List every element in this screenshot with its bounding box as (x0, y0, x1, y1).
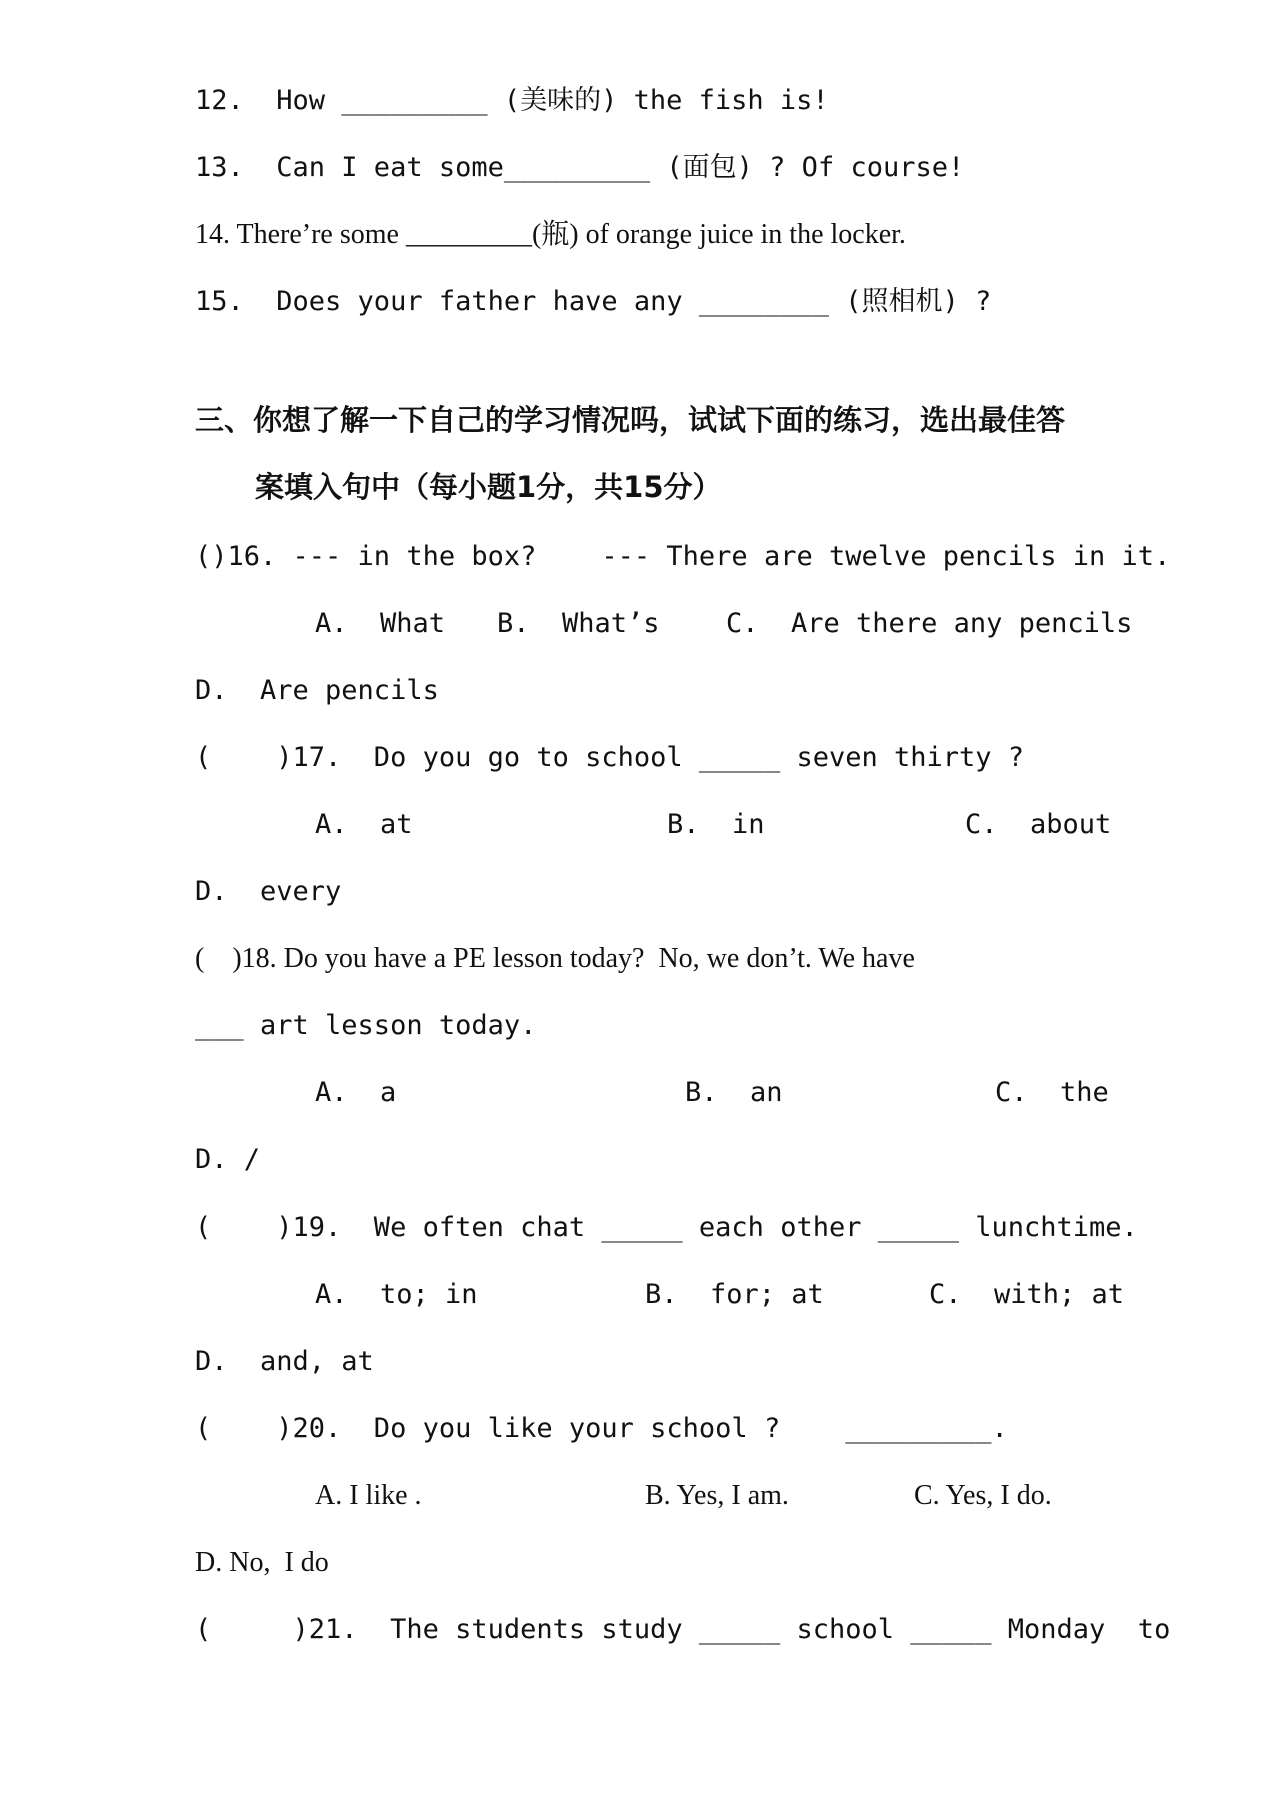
q19-option-b: B. for; at (645, 1279, 824, 1310)
q17-option-b: B. in (667, 809, 765, 840)
question-13: 13. Can I eat some_________ (面包) ? Of course! (195, 152, 965, 183)
section-3-heading-cont: 案填入句中（每小题1分，共15分） (255, 470, 722, 504)
q18-option-b: B. an (685, 1077, 783, 1108)
q16-option-d: D. Are pencils (195, 675, 439, 706)
question-16: ()16. --- in the box? --- There are twelve pencils in it. (195, 541, 1171, 572)
q17-option-d: D. every (195, 876, 342, 907)
q19-option-c: C. with; at (929, 1279, 1125, 1310)
question-19: ( )19. We often chat _____ each other _____ lunchtime. (195, 1212, 1138, 1243)
q18-option-c: C. the (995, 1077, 1109, 1108)
q16-option-a: A. What (315, 608, 446, 639)
q17-option-a: A. at (315, 809, 413, 840)
q19-option-d: D. and, at (195, 1346, 374, 1377)
section-3-heading: 三、你想了解一下自己的学习情况吗，试试下面的练习，选出最佳答 (195, 403, 1066, 437)
q20-option-d: D. No, I do (195, 1547, 329, 1578)
q20-option-a: A. I like . (315, 1480, 422, 1511)
q18-option-d: D. / (195, 1144, 261, 1175)
question-21: ( )21. The students study _____ school _____ Monday to (195, 1614, 1171, 1645)
q20-option-c: C. Yes, I do. (914, 1480, 1052, 1511)
question-20: ( )20. Do you like your school ? _________. (195, 1413, 1008, 1444)
q18-option-a: A. a (315, 1077, 397, 1108)
question-15: 15. Does your father have any ________ (照相机) ? (195, 286, 992, 317)
q17-option-c: C. about (965, 809, 1112, 840)
question-18: ( )18. Do you have a PE lesson today? No, we don’t. We have (195, 943, 915, 974)
question-12: 12. How _________ (美味的) the fish is! (195, 85, 829, 116)
q16-option-c: C. Are there any pencils (726, 608, 1133, 639)
q19-option-a: A. to; in (315, 1279, 478, 1310)
question-18-cont: ___ art lesson today. (195, 1010, 537, 1041)
question-17: ( )17. Do you go to school _____ seven thirty ? (195, 742, 1025, 773)
q20-option-b: B. Yes, I am. (645, 1480, 789, 1511)
q16-option-b: B. What’s (497, 608, 660, 639)
question-14: 14. There’re some _________(瓶) of orange juice in the locker. (195, 219, 906, 250)
